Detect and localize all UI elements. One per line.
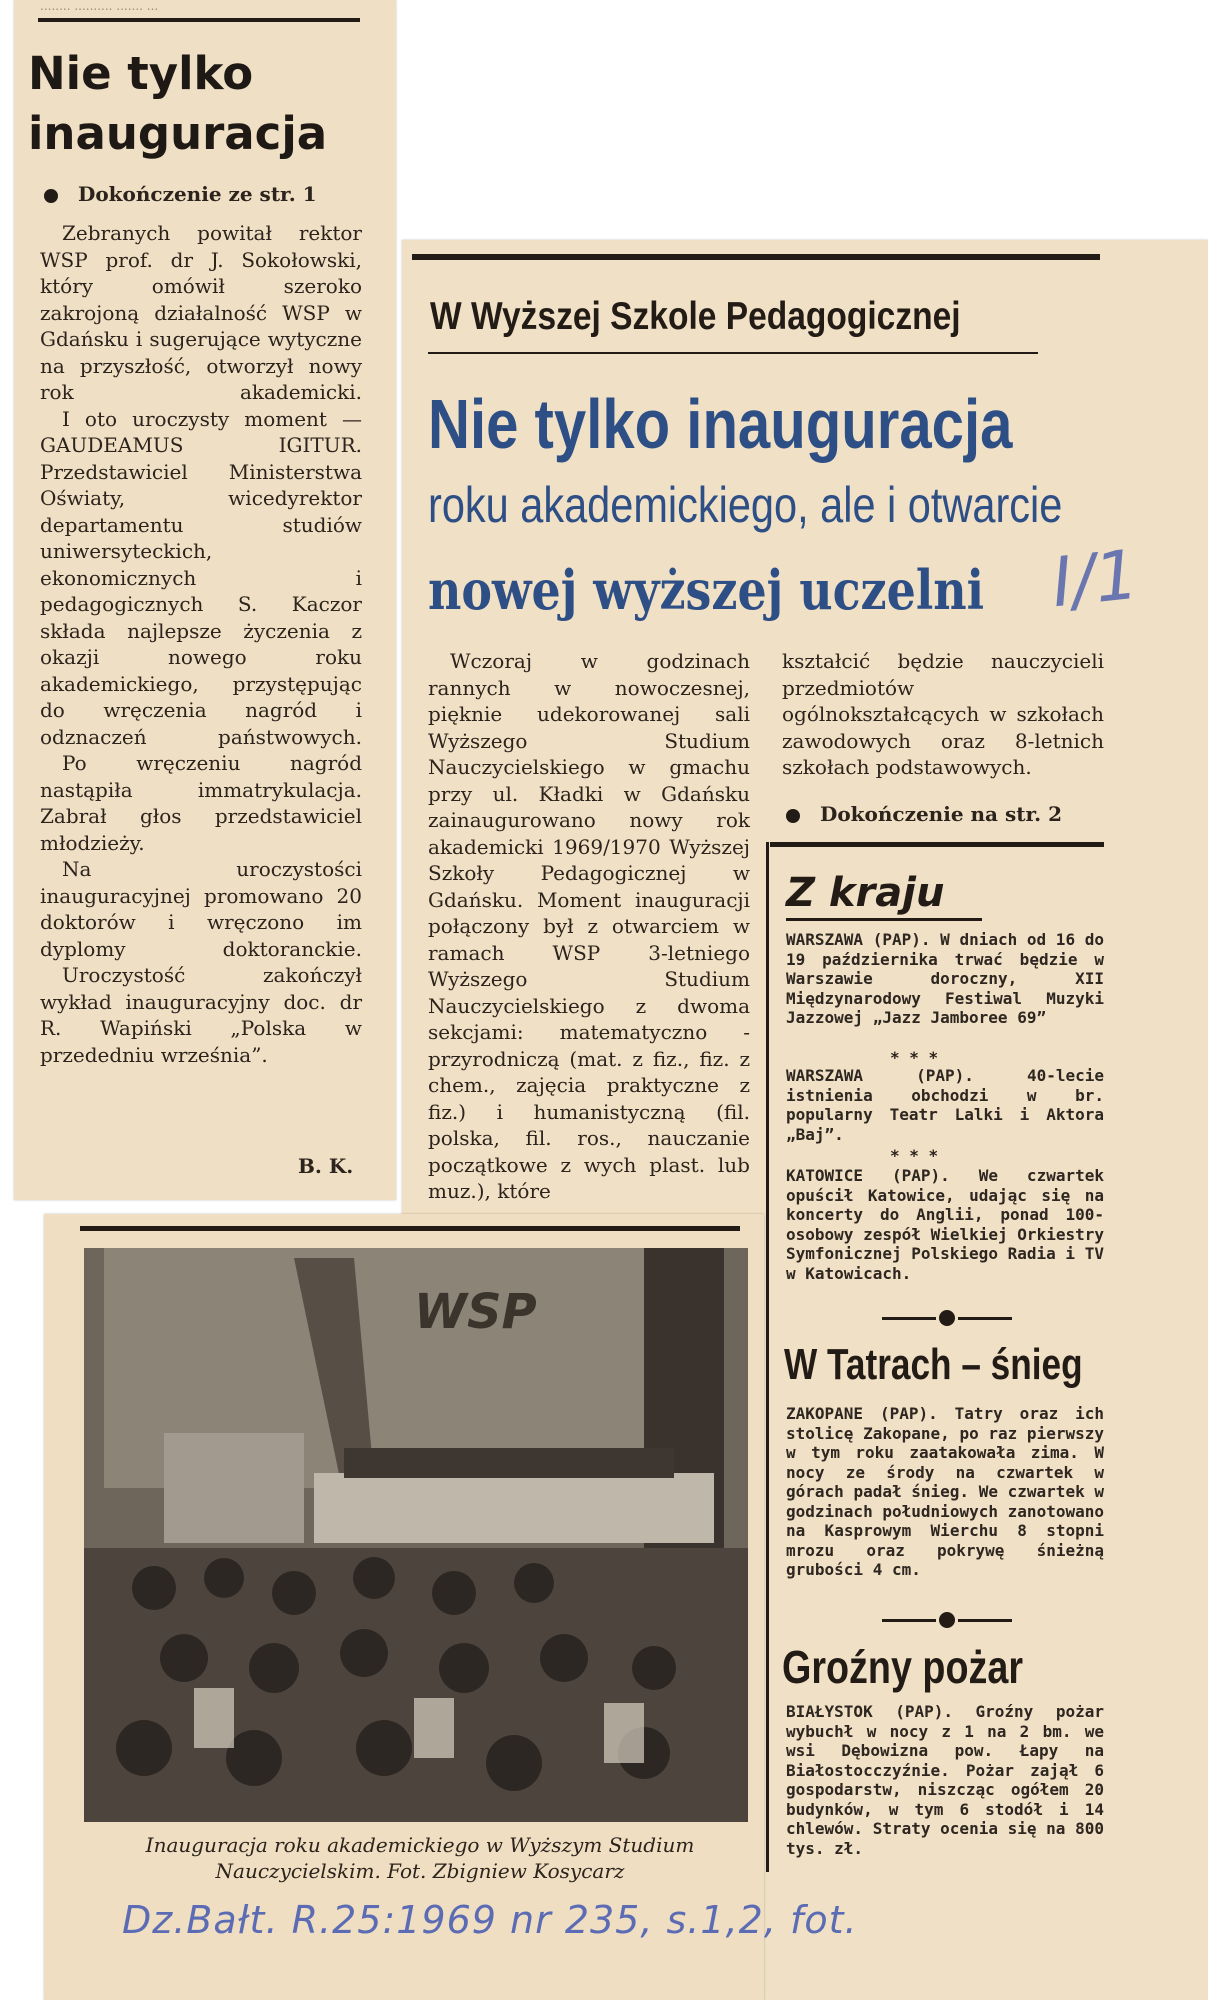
news-item-katowice: KATOWICE (PAP). We czwartek opuścił Katowice, udając się na koncerty do Anglii, ponad 100-osobowy zespół Wielkiej Orkiestry Symfonicznej Polskiego Radia i TV w Katowicach. [786,1166,1104,1283]
pencil-mark: I/1 [1048,535,1143,624]
tatry-text: ZAKOPANE (PAP). Tatry oraz ich stolicę Zakopane, po raz pierwszy w tym roku zaatakowała zima. W nocy ze środy na czwartek w górach padał śnieg. We czwartek w godzinach południowych zanotowano na Kasprowym Wierchu 8 stopni mrozu oraz pokrywę śnieżną grubości 4 cm. [786,1404,1104,1579]
photo-caption: Inauguracja roku akademickiego w Wyższym Studium Nauczycielskim. Fot. Zbigniew Kosycarz [145,1833,695,1883]
left-signature: B. K. [298,1154,354,1178]
inauguration-photo [84,1248,748,1822]
left-paragraph: I oto uroczysty moment — GAUDEAMUS IGITUR. Przedstawiciel Ministerstwa Oświaty, wicedyrektor departamentu studiów uniwersyteckich, ekonomicznych i pedagogicznych S. Kaczor składa najlepsze życzenia z okazji nowego roku akademickiego, przystępując do wręczenia nagród i odznaczeń państwowych. [40,406,362,749]
section-ornament [882,1610,1012,1630]
kicker-underline [428,352,1038,354]
left-headline-line-2: inauguracja [28,107,328,160]
left-header-strip: ........ .......... ....... ... [40,0,159,13]
news-separator: * * * [890,1146,939,1165]
left-continuation [44,182,317,206]
pozar-title: Groźny pożar [782,1641,1024,1693]
main-continuation-text: Dokończenie na str. 2 [820,802,1063,826]
main-continuation [786,802,1062,826]
left-article-body [40,220,362,1068]
z-kraju-item [786,1166,1104,1283]
section-ornament [882,1308,1012,1328]
z-kraju-item [786,1066,1104,1144]
pozar-article [786,1702,1104,1858]
photo-banner-text: WSP [414,1284,537,1340]
news-item-warszawa-2: WARSZAWA (PAP). 40-lecie istnienia obchodzi w br. popularny Teatr Lalki i Aktora „Baj”. [786,1066,1104,1144]
tatry-title: W Tatrach – śnieg [784,1340,1083,1389]
section-rule [770,842,1104,847]
z-kraju-underline [786,918,982,921]
news-item-warszawa-1: WARSZAWA (PAP). W dniach od 16 do 19 października trwać będzie w Warszawie doroczny, XII Międzynarodowy Festiwal Muzyki Jazzowej „Jazz Jamboree 69” [786,930,1104,1027]
main-paragraph: kształcić będzie nauczycieli przedmiotów ogólnokształcących w szkołach zawodowych oraz 8-letnich szkołach podstawowych. [782,649,1104,779]
headline-line-2: roku akademickiego, ale i otwarcie [428,477,1063,533]
left-paragraph: Na uroczystości inauguracyjnej promowano 20 doktorów i wręczono im dyplomy doktoranckie. [40,857,362,961]
photo-graphic [84,1248,748,1822]
left-top-rule [38,18,360,22]
left-paragraph: Po wręczeniu nagród nastąpiła immatrykulacja. Zabrał głos przedstawiciel młodzieży. [40,751,362,855]
column-divider [766,842,769,1872]
left-paragraph: Zebranych powitał rektor WSP prof. dr J. Sokołowski, który omówił szeroko zakrojoną działalność WSP w Gdańsku i sugerujące wytyczne na przyszłość, otworzył nowy rok akademicki. [40,221,362,404]
bullet-icon [44,189,58,203]
z-kraju-item [786,930,1104,1028]
left-headline-line-1: Nie tylko [28,47,254,100]
left-headline [28,44,368,164]
main-article-col-2 [782,648,1104,781]
archive-handwritten-note: Dz.Bałt. R.25:1969 nr 235, s.1,2, fot. [122,1898,858,1942]
kicker-heading: W Wyższej Szkole Pedagogicznej [430,295,961,338]
main-article-col-1 [428,648,750,1205]
bullet-icon [786,809,800,823]
main-paragraph: Wczoraj w godzinach rannych w nowoczesnej, pięknie udekorowanej sali Wyższego Studium Nauczycielskiego w gmachu przy ul. Kładki w Gdańsku zainaugurowano nowy rok akademicki 1969/1970 Wyższej Szkoły Pedagogicznej w Gdańsku. Moment inauguracji połączony był z otwarciem w ramach WSP 3-letniego Wyższego Studium Nauczycielskiego z dwoma sekcjami: matematyczno - przyrodniczą (mat. z fiz., fiz. z chem., zajęcia praktyczne z fiz.) i humanistyczną (fil. polska, fil. ros., nauczanie początkowe z wych plast. lub muz.), które [428,649,750,1203]
left-continuation-text: Dokończenie ze str. 1 [78,182,317,206]
z-kraju-title: Z kraju [786,870,945,916]
photo-top-rule [80,1226,740,1231]
headline-line-1: Nie tylko inauguracja [428,385,1013,463]
news-separator: * * * [890,1048,939,1067]
pozar-text: BIAŁYSTOK (PAP). Groźny pożar wybuchł w nocy z 1 na 2 bm. we wsi Dębowizna pow. Łapy na Białostocczyźnie. Pożar zajął 6 gospodarstw, niszcząc ogółem 20 budynków, w tym 6 stodół i 14 chlewów. Straty ocenia się na 800 tys. zł. [786,1702,1104,1858]
left-paragraph: Uroczystość zakończył wykład inauguracyjny doc. dr R. Wapiński „Polska w przededniu września”. [40,963,362,1067]
main-top-rule [412,254,1100,260]
headline-line-3: nowej wyższej uczelni [428,558,985,622]
tatry-article [786,1404,1104,1580]
